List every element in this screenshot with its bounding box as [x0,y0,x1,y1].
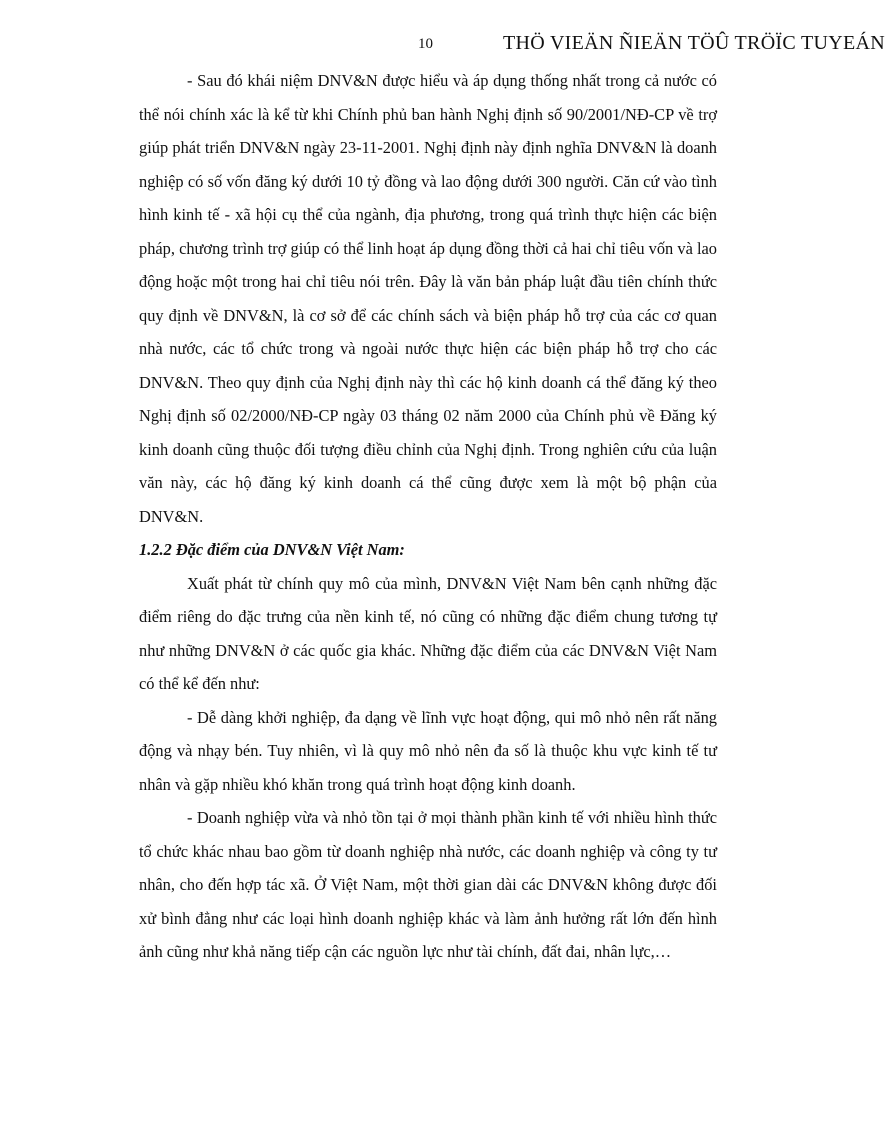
paragraph-definition: - Sau đó khái niệm DNV&N được hiểu và áp dụng thống nhất trong cả nước có thể nói chính xác là kể từ khi Chính phủ ban hành Nghị định số 90/2001/NĐ-CP về trợ giúp phát triển DNV&N ngày 23-11-2001. Nghị định này định nghĩa DNV&N là doanh nghiệp có số vốn đăng ký dưới 10 tỷ đồng và lao động dưới 300 người. Căn cứ vào tình hình kinh tế - xã hội cụ thể của ngành, địa phương, trong quá trình thực hiện các biện pháp, chương trình trợ giúp có thể linh hoạt áp dụng đồng thời cả hai chỉ tiêu vốn và lao động hoặc một trong hai chỉ tiêu nói trên. Đây là văn bản pháp luật đầu tiên chính thức quy định về DNV&N, là cơ sở để các chính sách và biện pháp hỗ trợ của các cơ quan nhà nước, các tổ chức trong và ngoài nước thực hiện các biện pháp hỗ trợ cho các DNV&N. Theo quy định của Nghị định này thì các hộ kinh doanh cá thể đăng ký theo Nghị định số 02/2000/NĐ-CP ngày 03 tháng 02 năm 2000 của Chính phủ về Đăng ký kinh doanh cũng thuộc đối tượng điều chỉnh của Nghị định. Trong nghiên cứu của luận văn này, các hộ đăng ký kinh doanh cá thể cũng được xem là một bộ phận của DNV&N. [139,71,717,526]
paragraph-point-2: - Doanh nghiệp vừa và nhỏ tồn tại ở mọi thành phần kinh tế với nhiều hình thức tổ chức khác nhau bao gồm từ doanh nghiệp nhà nước, các doanh nghiệp và công ty tư nhân, cho đến hợp tác xã. Ở Việt Nam, một thời gian dài các DNV&N không được đối xử bình đẳng như các loại hình doanh nghiệp khác và làm ảnh hưởng rất lớn đến hình ảnh cũng như khả năng tiếp cận các nguồn lực như tài chính, đất đai, nhân lực,… [139,808,717,961]
page-number: 10 [418,36,433,52]
running-title: THÖ VIEÄN ÑIEÄN TÖÛ TRÖÏC TUYEÁN [503,32,885,54]
section-heading: 1.2.2 Đặc điểm của DNV&N Việt Nam: [139,540,405,559]
page-header [0,32,885,62]
paragraph-point-1: - Dễ dàng khởi nghiệp, đa dạng về lĩnh vực hoạt động, qui mô nhỏ nên rất năng động và nhạy bén. Tuy nhiên, vì là quy mô nhỏ nên đa số là thuộc khu vực kinh tế tư nhân và gặp nhiều khó khăn trong quá trình hoạt động kinh doanh. [139,707,717,794]
paragraph-intro: Xuất phát từ chính quy mô của mình, DNV&N Việt Nam bên cạnh những đặc điểm riêng do đặc trưng của nền kinh tế, nó cũng có những đặc điểm chung tương tự như những DNV&N ở các quốc gia khác. Những đặc điểm của các DNV&N Việt Nam có thể kể đến như: [139,573,717,693]
document-body [139,64,717,969]
